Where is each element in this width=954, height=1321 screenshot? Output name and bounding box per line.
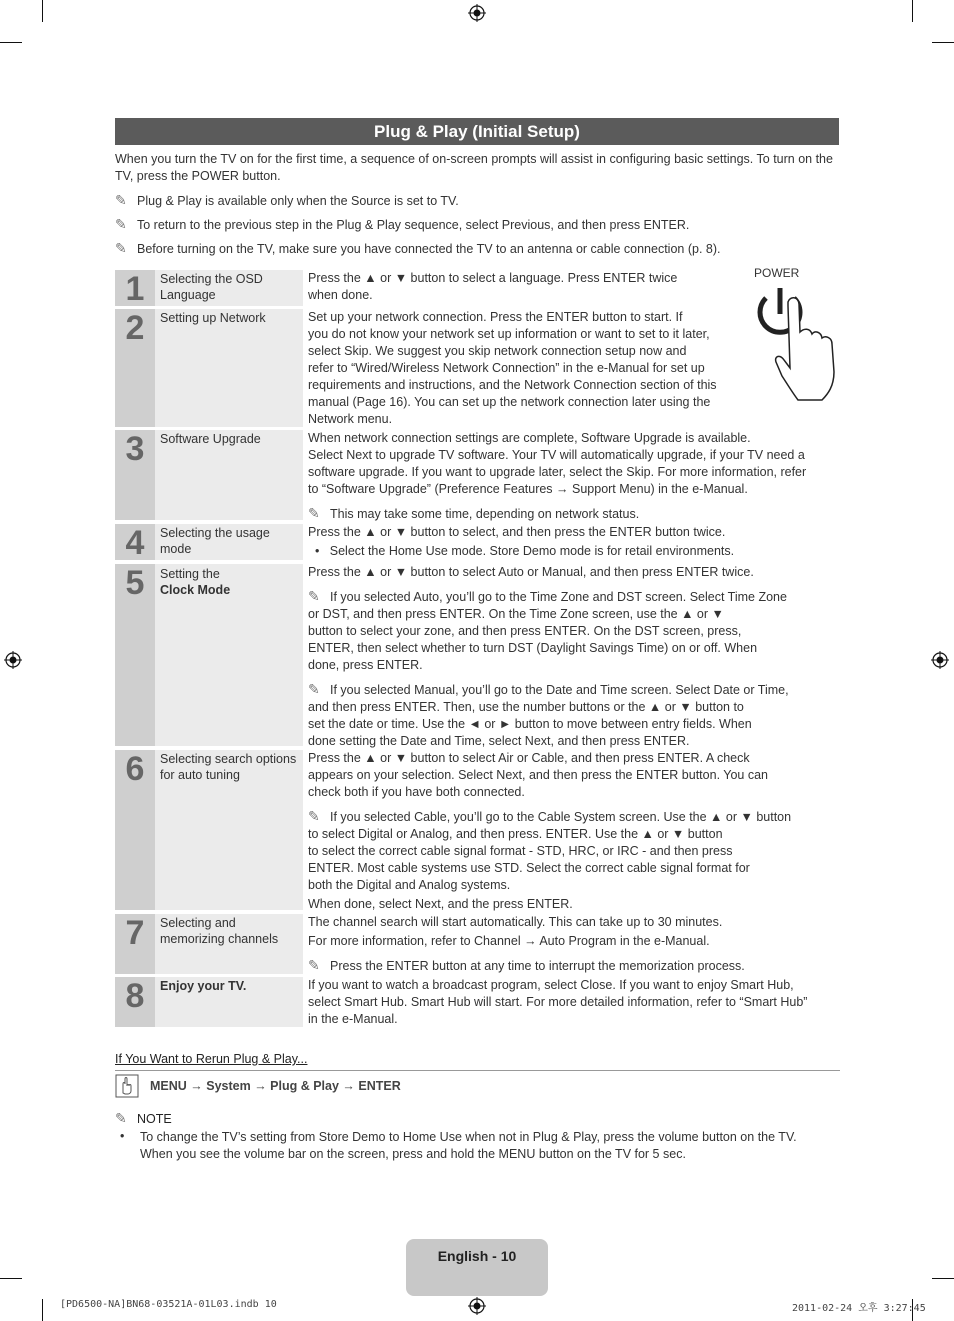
step-row xyxy=(115,564,839,746)
menu-path: MENU → System → Plug & Play → ENTER xyxy=(150,1079,401,1093)
crop-mark xyxy=(932,1278,954,1279)
step-label: Selecting search options for auto tuning xyxy=(155,750,303,910)
step-number: 3 xyxy=(115,430,155,520)
rerun-heading: If You Want to Rerun Plug & Play... xyxy=(115,1052,308,1066)
crop-mark xyxy=(42,0,43,22)
crop-mark xyxy=(932,42,954,43)
step-label: Software Upgrade xyxy=(155,430,303,520)
step-row xyxy=(115,524,839,560)
crop-mark xyxy=(42,1299,43,1321)
step-description: Press the ▲ or ▼ button to select a language. Press ENTER twice when done. xyxy=(308,271,678,302)
step-number: 2 xyxy=(115,309,155,427)
step-label: Selecting and memorizing channels xyxy=(155,914,303,974)
step-number: 1 xyxy=(115,270,155,306)
registration-mark-icon xyxy=(468,1297,486,1315)
memo-icon: ✎ xyxy=(115,216,127,232)
step-row xyxy=(115,270,839,306)
step-description: Set up your network connection. Press the ENTER button to start. If you do not know your network set up information or want to set to it later, select Skip. We suggest you skip network connection setup now and refer to “Wired/Wireless Network Connection” in the e-Manual for set up requirements and instructions, and the Network Connection section of this manual (Page 16). You can set up the network connection later using the Network menu. xyxy=(308,310,717,426)
memo-icon: ✎ xyxy=(308,505,320,521)
step-number: 4 xyxy=(115,524,155,560)
registration-mark-icon xyxy=(468,4,486,22)
note-item: ✎ To return to the previous step in the Plug & Play sequence, select Previous, and then press ENTER. xyxy=(115,216,690,232)
step-number: 8 xyxy=(115,977,155,1027)
note-heading: ✎ NOTE xyxy=(115,1110,172,1126)
memo-icon: ✎ xyxy=(308,588,320,604)
memo-icon: ✎ xyxy=(308,957,320,973)
step-number: 6 xyxy=(115,750,155,910)
step-description: Press the ▲ or ▼ button to select, and then press the ENTER button twice. • Select the Home Use mode. Store Demo mode is for retail environments. xyxy=(308,525,735,558)
print-info-right: 2011-02-24 오후 3:27:45 xyxy=(792,1303,926,1314)
step-number: 5 xyxy=(115,564,155,746)
bullet: • xyxy=(120,1129,125,1143)
divider xyxy=(115,1070,840,1071)
step-description: Press the ▲ or ▼ button to select Air or Cable, and then press ENTER. A check appears on your selection. Select Next, and then press the ENTER button. You can check both if you have both connected. ✎ If you selected Cable, you’ll go to the Cable System screen. Use the ▲ or ▼ button to select Digital or Analog, and then press. ENTER. Use the ▲ or ▼ button to select the correct cable signal format - STD, HRC, or IRC - and then press ENTER. Most cable systems use STD. Select the correct cable signal format for both the Digital and Analog systems. When done, select Next, and the press ENTER. xyxy=(308,751,792,911)
step-label: Selecting the OSD Language xyxy=(155,270,303,306)
step-label: Selecting the usage mode xyxy=(155,524,303,560)
memo-icon: ✎ xyxy=(308,681,320,697)
section-title: Plug & Play (Initial Setup) xyxy=(115,118,839,145)
step-row xyxy=(115,914,839,974)
step-description: When network connection settings are complete, Software Upgrade is available. Select Next to upgrade TV software. Your TV will automatically upgrade, if your TV need a software upgrade. If you want to upgrade later, select the Skip. For more information, refer to “Software Upgrade” (Preference Features → Support Menu) in the e-Manual. ✎ This may take some time, depending on network status. xyxy=(308,431,807,521)
intro-paragraph: When you turn the TV on for the first time, a sequence of on-screen prompts will assist in configuring basic settings. To turn on the TV, press the POWER button. xyxy=(115,152,833,183)
step-description: Press the ▲ or ▼ button to select Auto or Manual, and then press ENTER twice. ✎ If you selected Auto, you’ll go to the Time Zone and DST screen. Select Time Zone or DST, and then press ENTER. On the Time Zone screen, use the ▲ or ▼ button to select your zone, and then press ENTER. On the DST screen, press, ENTER, then select whether to turn DST (Daylight Savings Time) on or off. When done, press ENTER. ✎ If you selected Manual, you’ll go to the Date and Time screen. Select Date or Time, and then press ENTER. Then, use the number buttons or the ▲ or ▼ button to set the date or time. Use the ◄ or ► button to move between entry fields. When done setting the Date and Time, select Next, and then press ENTER. xyxy=(308,565,789,748)
crop-mark xyxy=(0,42,22,43)
note-item: ✎ Before turning on the TV, make sure you have connected the TV to an antenna or cable connection (p. 8). xyxy=(115,240,721,256)
step-label: Setting up Network xyxy=(155,309,303,427)
step-row xyxy=(115,750,839,910)
memo-icon: ✎ xyxy=(115,240,127,256)
memo-icon: ✎ xyxy=(115,1110,127,1126)
crop-mark xyxy=(0,1278,22,1279)
step-label: Enjoy your TV. xyxy=(155,977,303,1027)
step-row xyxy=(115,430,839,520)
page-number-badge: English - 10 xyxy=(406,1239,548,1296)
step-description: If you want to watch a broadcast program, select Close. If you want to enjoy Smart Hub, select Smart Hub. Smart Hub will start. For more detailed information, refer to “Smart Hub” in the e-Manual. xyxy=(308,978,808,1026)
note-item: ✎ Plug & Play is available only when the Source is set to TV. xyxy=(115,192,459,208)
note-bullet-text: To change the TV’s setting from Store Demo to Home Use when not in Plug & Play, press the volume button on the TV. When you see the volume bar on the screen, press and hold the MENU button on the TV for 5 sec. xyxy=(140,1130,797,1161)
step-row xyxy=(115,977,839,1027)
print-info-left: [PD6500-NA]BN68-03521A-01L03.indb 10 xyxy=(60,1299,277,1310)
step-row xyxy=(115,309,839,427)
step-number: 7 xyxy=(115,914,155,974)
power-label: POWER xyxy=(754,266,800,280)
crop-mark xyxy=(912,0,913,22)
remote-hand-icon xyxy=(115,1074,139,1098)
registration-mark-icon xyxy=(4,651,22,669)
memo-icon: ✎ xyxy=(308,808,320,824)
step-description: The channel search will start automatically. This can take up to 30 minutes. For more information, refer to Channel → Auto Program in the e-Manual. ✎ Press the ENTER button at any time to interrupt the memorization process. xyxy=(308,915,745,973)
step-label: Setting the Clock Mode xyxy=(155,564,303,746)
registration-mark-icon xyxy=(931,651,949,669)
memo-icon: ✎ xyxy=(115,192,127,208)
